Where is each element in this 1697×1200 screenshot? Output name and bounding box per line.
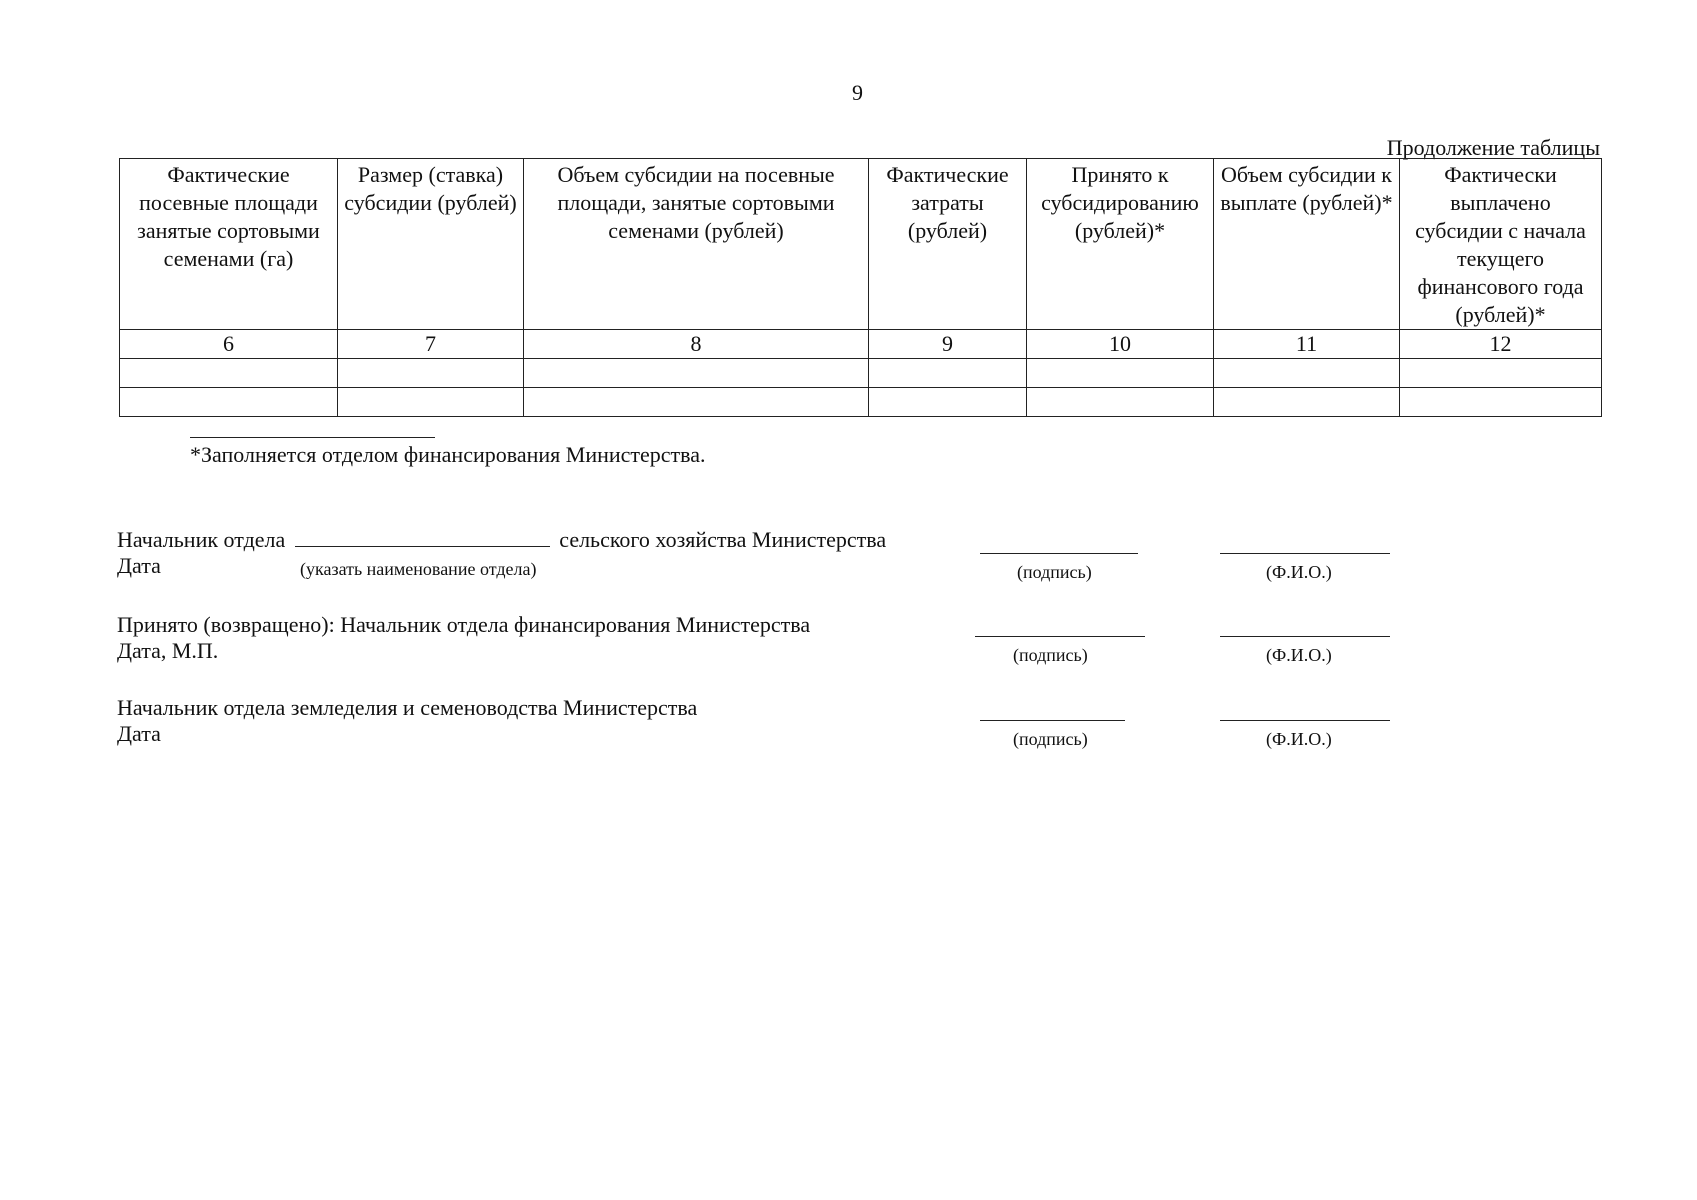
footnote-separator xyxy=(190,437,435,438)
table-cell xyxy=(1214,388,1400,417)
table-header-row xyxy=(120,159,1602,330)
table-cell xyxy=(338,359,524,388)
column-number: 9 xyxy=(869,330,1027,359)
table-cell xyxy=(869,388,1027,417)
table-cell xyxy=(869,359,1027,388)
department-name-blank xyxy=(295,546,550,547)
column-number: 6 xyxy=(120,330,338,359)
signature-hint: (подпись) xyxy=(1017,562,1092,582)
column-header: Размер (ставка) субсидии (рублей) xyxy=(338,159,524,330)
column-number: 7 xyxy=(338,330,524,359)
column-header: Фактические затраты (рублей) xyxy=(869,159,1027,330)
name-hint: (Ф.И.О.) xyxy=(1266,729,1332,749)
table-continuation-label: Продолжение таблицы xyxy=(1386,135,1600,160)
column-header: Объем субсидии к выплате (рублей)* xyxy=(1214,159,1400,330)
block1-title-end: сельского хозяйства Министерства xyxy=(559,527,887,552)
table-cell xyxy=(1400,359,1602,388)
signature-line xyxy=(980,553,1138,554)
table-cell xyxy=(1214,359,1400,388)
block2-date-label: Дата, М.П. xyxy=(117,638,219,663)
name-line xyxy=(1220,553,1390,554)
signature-block-1-title xyxy=(117,527,886,553)
table-cell xyxy=(1027,388,1214,417)
column-number: 10 xyxy=(1027,330,1214,359)
table-row xyxy=(120,359,1602,388)
table-row xyxy=(120,388,1602,417)
signature-line xyxy=(975,636,1145,637)
block1-date-label: Дата xyxy=(117,553,161,578)
block2-title: Принято (возвращено): Начальник отдела финансирования Министерства xyxy=(117,612,811,637)
column-header: Фактически выплачено субсидии с начала текущего финансового года (рублей)* xyxy=(1400,159,1602,330)
name-line xyxy=(1220,720,1390,721)
block1-title-start: Начальник отдела xyxy=(117,527,286,552)
table-cell xyxy=(524,359,869,388)
block3-date-label: Дата xyxy=(117,721,161,746)
page-number: 9 xyxy=(852,80,863,105)
table-cell xyxy=(524,388,869,417)
column-header: Объем субсидии на посевные площади, занятые сортовыми семенами (рублей) xyxy=(524,159,869,330)
table-cell xyxy=(338,388,524,417)
name-hint: (Ф.И.О.) xyxy=(1266,645,1332,665)
table-cell xyxy=(120,359,338,388)
name-line xyxy=(1220,636,1390,637)
name-hint: (Ф.И.О.) xyxy=(1266,562,1332,582)
subsidy-table xyxy=(119,158,1602,417)
column-header: Фактические посевные площади занятые сортовыми семенами (га) xyxy=(120,159,338,330)
table-cell xyxy=(120,388,338,417)
footnote: *Заполняется отделом финансирования Министерства. xyxy=(190,442,706,467)
signature-hint: (подпись) xyxy=(1013,645,1088,665)
table-cell xyxy=(1027,359,1214,388)
column-number-row xyxy=(120,330,1602,359)
signature-hint: (подпись) xyxy=(1013,729,1088,749)
column-header: Принято к субсидированию (рублей)* xyxy=(1027,159,1214,330)
table-cell xyxy=(1400,388,1602,417)
department-hint: (указать наименование отдела) xyxy=(300,559,537,579)
signature-line xyxy=(980,720,1125,721)
block3-title: Начальник отдела земледелия и семеноводства Министерства xyxy=(117,695,698,720)
column-number: 11 xyxy=(1214,330,1400,359)
column-number: 12 xyxy=(1400,330,1602,359)
column-number: 8 xyxy=(524,330,869,359)
